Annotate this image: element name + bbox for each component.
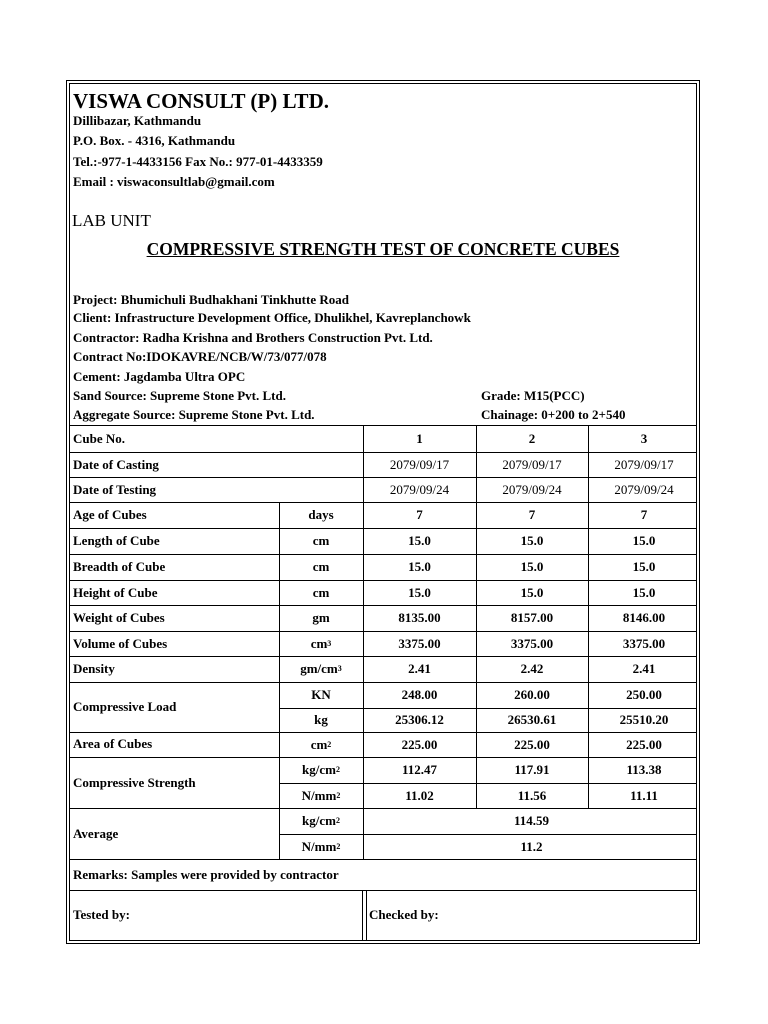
date-casting-3: 2079/09/17 bbox=[614, 456, 674, 472]
weight-unit: gm bbox=[312, 610, 330, 625]
weight-label: Weight of Cubes bbox=[73, 610, 165, 625]
date-casting-label: Date of Casting bbox=[73, 456, 159, 472]
height-1: 15.0 bbox=[408, 584, 431, 600]
height-label: Height of Cube bbox=[73, 584, 158, 600]
company-contact: Tel.:-977-1-4433156 Fax No.: 977-01-4433359 bbox=[73, 154, 323, 169]
strength-n-unit: N/mm 2 bbox=[301, 787, 341, 803]
breadth-1: 15.0 bbox=[408, 559, 431, 574]
load-kg-2: 26530.61 bbox=[507, 712, 557, 727]
density-1: 2.41 bbox=[408, 661, 431, 676]
breadth-label: Breadth of Cube bbox=[73, 559, 166, 574]
volume-3: 3375.00 bbox=[622, 635, 666, 651]
age-3: 7 bbox=[640, 507, 648, 522]
height-3: 15.0 bbox=[632, 584, 656, 600]
length-1: 15.0 bbox=[408, 533, 431, 548]
area-2: 225.00 bbox=[514, 736, 550, 752]
lab-unit-heading: LAB UNIT bbox=[72, 211, 151, 230]
average-n-unit: N/mm 2 bbox=[301, 838, 341, 854]
average-kg-unit: kg/cm 2 bbox=[302, 813, 340, 828]
remarks: Remarks: Samples were provided by contractor bbox=[73, 866, 339, 882]
load-kg-unit: kg bbox=[314, 712, 328, 727]
height-unit: cm bbox=[312, 584, 330, 600]
strength-kg-1: 112.47 bbox=[401, 762, 438, 777]
date-testing-label: Date of Testing bbox=[73, 481, 157, 497]
checked-by-label: Checked by: bbox=[369, 907, 439, 922]
project-name: Project: Bhumichuli Budhakhani Tinkhutte Road bbox=[73, 292, 349, 307]
strength-n-1: 11.02 bbox=[405, 787, 434, 803]
report-outer-border bbox=[66, 80, 700, 944]
load-kn-3: 250.00 bbox=[626, 687, 662, 702]
volume-1: 3375.00 bbox=[398, 635, 441, 651]
tested-by-label: Tested by: bbox=[73, 907, 130, 922]
concrete-grade: Grade: M15(PCC) bbox=[481, 388, 585, 403]
date-testing-1: 2079/09/24 bbox=[389, 481, 450, 497]
length-3: 15.0 bbox=[632, 533, 656, 548]
length-2: 15.0 bbox=[520, 533, 544, 548]
height-2: 15.0 bbox=[520, 584, 544, 600]
load-kn-1: 248.00 bbox=[401, 687, 438, 702]
contractor-name: Contractor: Radha Krishna and Brothers Construction Pvt. Ltd. bbox=[73, 330, 433, 345]
breadth-unit: cm bbox=[312, 559, 330, 574]
date-casting-1: 2079/09/17 bbox=[389, 456, 450, 472]
load-kg-3: 25510.20 bbox=[619, 712, 669, 727]
age-label: Age of Cubes bbox=[73, 507, 147, 522]
area-label: Area of Cubes bbox=[73, 735, 153, 751]
report-sheet bbox=[69, 83, 697, 941]
cube-no-1: 1 bbox=[416, 430, 423, 446]
average-kg-value: 114.59 bbox=[513, 813, 550, 828]
strength-n-3: 11.11 bbox=[630, 787, 658, 803]
client-name: Client: Infrastructure Development Office, Dhulikhel, Kavreplanchowk bbox=[73, 310, 471, 325]
density-label: Density bbox=[73, 661, 115, 676]
report-title: COMPRESSIVE STRENGTH TEST OF CONCRETE CUBES bbox=[146, 239, 620, 259]
weight-3: 8146.00 bbox=[622, 610, 666, 625]
sand-source: Sand Source: Supreme Stone Pvt. Ltd. bbox=[73, 388, 286, 403]
volume-2: 3375.00 bbox=[510, 635, 554, 651]
breadth-2: 15.0 bbox=[520, 559, 544, 574]
weight-1: 8135.00 bbox=[398, 610, 441, 625]
breadth-3: 15.0 bbox=[632, 559, 656, 574]
aggregate-source: Aggregate Source: Supreme Stone Pvt. Ltd. bbox=[73, 407, 315, 422]
age-1: 7 bbox=[416, 507, 423, 522]
length-unit: cm bbox=[312, 533, 330, 548]
volume-unit: cm 3 bbox=[310, 635, 332, 651]
compressive-strength-label: Compressive Strength bbox=[73, 774, 196, 790]
cube-no-2: 2 bbox=[528, 430, 536, 446]
volume-label: Volume of Cubes bbox=[73, 635, 168, 651]
load-kg-1: 25306.12 bbox=[395, 712, 444, 727]
contract-number: Contract No:IDOKAVRE/NCB/W/73/077/078 bbox=[73, 349, 327, 364]
weight-2: 8157.00 bbox=[510, 610, 554, 625]
age-2: 7 bbox=[528, 507, 536, 522]
company-name: VISWA CONSULT (P) LTD. bbox=[73, 89, 329, 113]
strength-kg-2: 117.91 bbox=[514, 762, 550, 777]
company-po-box: P.O. Box. - 4316, Kathmandu bbox=[73, 133, 236, 148]
length-label: Length of Cube bbox=[73, 533, 160, 548]
chainage: Chainage: 0+200 to 2+540 bbox=[481, 407, 626, 422]
cube-no-label: Cube No. bbox=[73, 430, 126, 446]
date-testing-2: 2079/09/24 bbox=[502, 481, 562, 497]
density-unit: gm/cm 3 bbox=[300, 661, 342, 676]
density-2: 2.42 bbox=[520, 661, 544, 676]
date-testing-3: 2079/09/24 bbox=[614, 481, 674, 497]
average-label: Average bbox=[73, 825, 119, 841]
age-unit: days bbox=[308, 507, 334, 522]
cube-no-3: 3 bbox=[640, 430, 648, 446]
cement-type: Cement: Jagdamba Ultra OPC bbox=[73, 369, 246, 384]
company-email: Email : viswaconsultlab@gmail.com bbox=[73, 174, 275, 189]
compressive-load-label: Compressive Load bbox=[73, 699, 177, 714]
area-3: 225.00 bbox=[626, 736, 662, 752]
strength-kg-unit: kg/cm 2 bbox=[302, 762, 340, 777]
density-3: 2.41 bbox=[632, 661, 656, 676]
date-casting-2: 2079/09/17 bbox=[502, 456, 562, 472]
company-address: Dillibazar, Kathmandu bbox=[73, 113, 202, 128]
load-kn-unit: KN bbox=[311, 687, 331, 702]
strength-kg-3: 113.38 bbox=[626, 762, 662, 777]
average-n-value: 11.2 bbox=[520, 838, 543, 854]
strength-n-2: 11.56 bbox=[517, 787, 547, 803]
area-1: 225.00 bbox=[401, 736, 438, 752]
area-unit: cm 2 bbox=[310, 736, 332, 752]
load-kn-2: 260.00 bbox=[514, 687, 550, 702]
